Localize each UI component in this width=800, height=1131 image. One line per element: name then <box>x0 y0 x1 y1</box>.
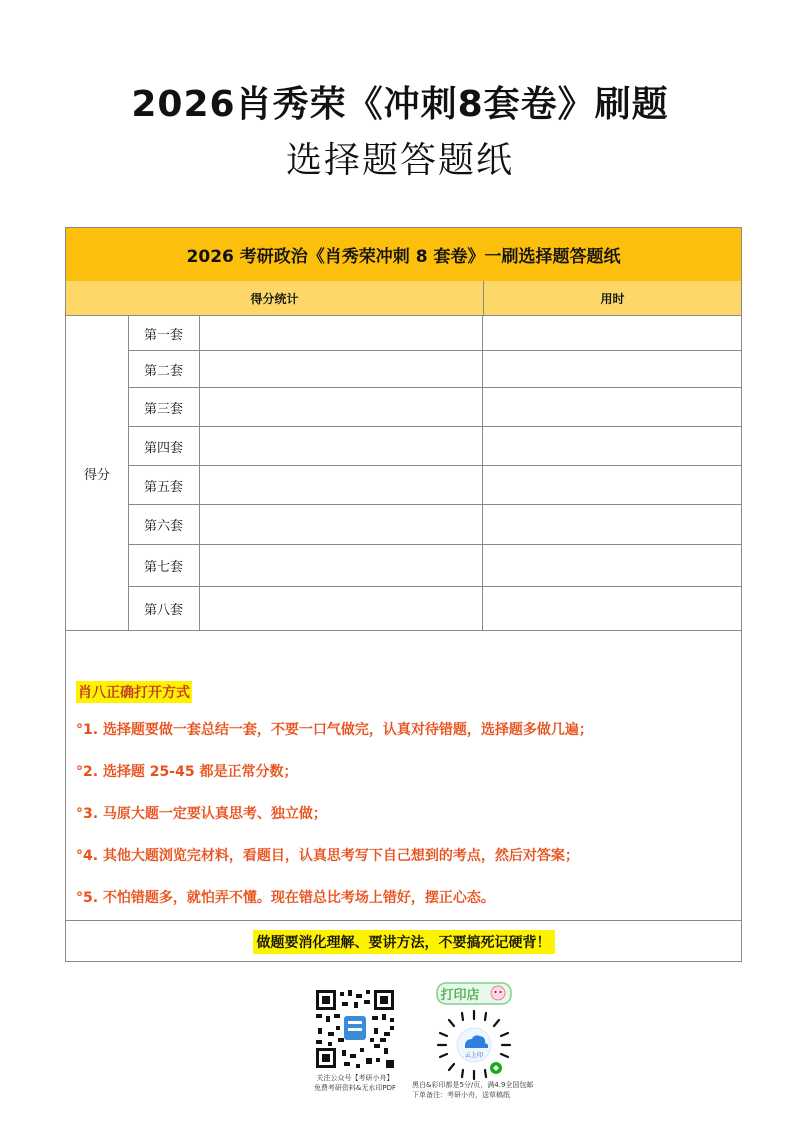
score-grid <box>66 316 741 631</box>
set-row <box>128 388 741 427</box>
set-name: 第五套 <box>128 466 200 504</box>
set-name: 第八套 <box>128 587 200 630</box>
score-cell[interactable] <box>200 388 483 426</box>
score-cell[interactable] <box>200 587 483 630</box>
tip-item: °2. 选择题 25-45 都是正常分数； <box>76 764 298 780</box>
set-name: 第六套 <box>128 505 200 544</box>
set-row <box>128 351 741 388</box>
mini-program-code-icon <box>430 1008 518 1082</box>
page-title: 2026肖秀荣《冲刺8套卷》刷题 <box>131 84 669 125</box>
tip-item: °3. 马原大题一定要认真思考、独立做； <box>76 806 327 822</box>
footer-slogan: 做题要消化理解、要讲方法，不要搞死记硬背！ <box>253 930 555 954</box>
time-header: 用时 <box>600 291 625 306</box>
set-row <box>128 427 741 466</box>
set-row <box>128 587 741 630</box>
time-cell[interactable] <box>483 351 741 387</box>
set-name: 第三套 <box>128 388 200 426</box>
score-stats-header: 得分统计 <box>66 281 484 315</box>
set-name: 第一套 <box>128 316 200 350</box>
page-subtitle: 选择题答题纸 <box>285 140 514 181</box>
qr2-center-text: 云上印 <box>464 1052 484 1059</box>
score-row-group-label: 得分 <box>66 316 129 630</box>
set-row <box>128 316 741 351</box>
time-cell[interactable] <box>483 587 741 630</box>
qr2-caption: 黑白&彩印都是5分/页，满4.9全国包邮 下单备注：考研小舟，送草稿纸 <box>412 1081 534 1099</box>
qr1-caption: 关注公众号【考研小舟】 免费考研资料&无水印PDF <box>313 1074 397 1092</box>
sheet-footer <box>66 920 741 963</box>
score-cell[interactable] <box>200 466 483 504</box>
tip-item: °1. 选择题要做一套总结一套，不要一口气做完，认真对待错题，选择题多做几遍； <box>76 722 593 738</box>
set-row <box>128 545 741 587</box>
tips-title: 肖八正确打开方式 <box>76 681 192 703</box>
set-name: 第二套 <box>128 351 200 387</box>
set-row <box>128 466 741 505</box>
wechat-qr-code-icon <box>314 988 396 1070</box>
score-cell[interactable] <box>200 545 483 586</box>
score-cell[interactable] <box>200 427 483 465</box>
sheet-header: 2026 考研政治《肖秀荣冲刺 8 套卷》一刷选择题答题纸 <box>66 228 741 282</box>
tip-item: °4. 其他大题浏览完材料，看题目，认真思考写下自己想到的考点，然后对答案； <box>76 848 579 864</box>
score-cell[interactable] <box>200 351 483 387</box>
answer-sheet <box>65 227 742 962</box>
time-cell[interactable] <box>483 316 741 350</box>
sheet-subheader <box>66 281 741 316</box>
set-name: 第四套 <box>128 427 200 465</box>
print-shop-badge-icon <box>436 980 512 1006</box>
badge-text: 打印店 <box>440 988 480 1003</box>
score-cell[interactable] <box>200 505 483 544</box>
tips-section <box>66 631 741 920</box>
time-cell[interactable] <box>483 505 741 544</box>
time-cell[interactable] <box>483 466 741 504</box>
time-cell[interactable] <box>483 388 741 426</box>
time-cell[interactable] <box>483 427 741 465</box>
time-cell[interactable] <box>483 545 741 586</box>
tip-item: °5. 不怕错题多，就怕弄不懂。现在错总比考场上错好，摆正心态。 <box>76 890 495 906</box>
set-row <box>128 505 741 545</box>
set-name: 第七套 <box>128 545 200 586</box>
score-cell[interactable] <box>200 316 483 350</box>
